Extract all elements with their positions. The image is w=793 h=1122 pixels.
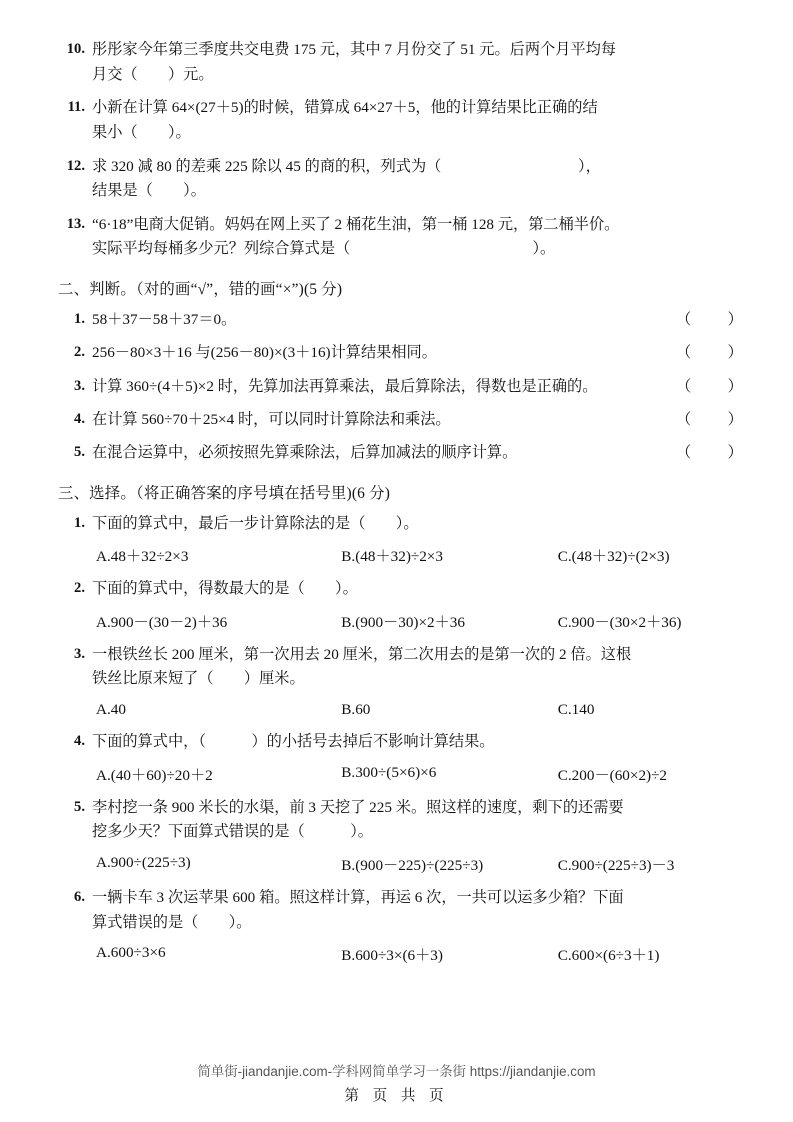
question-line-1: 下面的算式中，最后一步计算除法的是（ ）。 — [92, 514, 419, 532]
question-line-2: 结果是（ ）。 — [92, 182, 206, 200]
question-line-1: “6·18”电商大促销。妈妈在网上买了 2 桶花生油，第一桶 128 元，第二桶半价。 — [92, 215, 620, 233]
true-false-item-3 — [58, 375, 748, 399]
item-text: 58＋37－58＋37＝0。 — [92, 311, 237, 328]
fill-question-13 — [58, 213, 748, 262]
question-body — [92, 155, 748, 204]
question-body — [92, 643, 748, 692]
choice-question-2 — [58, 577, 748, 602]
question-line-2: 实际平均每桶多少元？列综合算式是（ ）。 — [92, 240, 556, 258]
watermark-text: 简单街-jiandanjie.com-学科网简单学习一条街 https://jiandanjie.com — [197, 1064, 596, 1079]
question-number: 1. — [74, 514, 85, 531]
question-number: 10. — [66, 41, 85, 57]
question-body — [92, 886, 748, 935]
section-heading-choice: 三、选择。（将正确答案的序号填在括号里)(6 分) — [58, 484, 391, 502]
choice-options-6 — [92, 944, 748, 965]
choice-options-5 — [92, 854, 748, 875]
fill-question-11 — [58, 96, 748, 145]
item-number: 2. — [74, 344, 85, 361]
question-line-2: 挖多少天？下面算式错误的是（ ）。 — [92, 823, 373, 841]
true-false-item-5 — [58, 441, 748, 465]
question-line-1: 彤彤家今年第三季度共交电费 175 元，其中 7 月份交了 51 元。后两个月平均每 — [92, 41, 616, 58]
option-b[interactable]: B.(900－30)×2＋36 — [341, 613, 465, 631]
question-body — [92, 577, 748, 602]
answer-bracket[interactable]: （ ） — [676, 377, 745, 395]
question-number: 6. — [74, 888, 85, 905]
answer-bracket[interactable]: （ ） — [676, 444, 745, 462]
question-line-2: 算式错误的是（ ）。 — [92, 913, 252, 931]
section-heading-true-false: 二、判断。（对的画“√”，错的画“×”)(5 分) — [58, 281, 343, 298]
answer-bracket[interactable]: （ ） — [676, 410, 745, 428]
fill-question-10 — [58, 38, 748, 87]
choice-options-4 — [92, 764, 748, 785]
item-text: 在计算 560÷70＋25×4 时，可以同时计算除法和乘法。 — [92, 410, 451, 428]
option-a[interactable]: A.900－(30－2)＋36 — [96, 613, 228, 631]
true-false-item-4 — [58, 408, 748, 432]
choice-options-1 — [92, 545, 748, 566]
option-c[interactable]: C.900－(30×2＋36) — [557, 613, 682, 631]
fill-question-12 — [58, 155, 748, 204]
item-number: 3. — [74, 377, 85, 394]
answer-bracket[interactable]: （ ） — [676, 344, 745, 362]
item-text: 在混合运算中，必须按照先算乘除法，后算加减法的顺序计算。 — [92, 444, 518, 462]
option-b[interactable]: B.300÷(5×6)×6 — [341, 763, 437, 781]
choice-question-4 — [58, 730, 748, 755]
question-body — [92, 213, 748, 262]
item-number: 5. — [74, 444, 85, 461]
page-number-label: 第 页 共 页 — [344, 1088, 449, 1104]
question-number: 5. — [74, 798, 85, 815]
option-b[interactable]: B.(48＋32)÷2×3 — [341, 548, 443, 566]
option-c[interactable]: C.200－(60×2)÷2 — [557, 766, 668, 784]
option-b[interactable]: B.600÷3×(6＋3) — [341, 947, 443, 965]
question-line-1: 下面的算式中，（ ）的小括号去掉后不影响计算结果。 — [92, 733, 495, 751]
question-number: 4. — [74, 733, 85, 750]
choice-question-5 — [58, 796, 748, 845]
answer-bracket[interactable]: （ ） — [676, 311, 745, 328]
option-c[interactable]: C.(48＋32)÷(2×3) — [557, 548, 670, 566]
question-number: 3. — [74, 645, 85, 662]
question-body — [92, 796, 748, 845]
question-body — [92, 38, 748, 87]
question-number: 2. — [74, 580, 85, 597]
item-text: 256－80×3＋16 与(256－80)×(3＋16)计算结果相同。 — [92, 344, 437, 362]
question-line-2: 铁丝比原来短了（ ）厘米。 — [92, 670, 305, 688]
option-a[interactable]: A.600÷3×6 — [96, 944, 166, 962]
option-a[interactable]: A.(40＋60)÷20＋2 — [96, 766, 213, 784]
item-number: 1. — [74, 311, 85, 327]
option-b[interactable]: B.(900－225)÷(225÷3) — [341, 856, 484, 874]
true-false-item-1 — [58, 308, 748, 332]
option-c[interactable]: C.140 — [557, 701, 595, 719]
question-line-2: 果小（ ）。 — [92, 123, 191, 141]
option-c[interactable]: C.600×(6÷3＋1) — [557, 947, 660, 965]
question-body — [92, 96, 748, 145]
page-content — [58, 38, 748, 976]
choice-options-2 — [92, 611, 748, 632]
option-a[interactable]: A.48＋32÷2×3 — [96, 548, 189, 566]
item-text: 计算 360÷(4＋5)×2 时，先算加法再算乘法，最后算除法，得数也是正确的。 — [92, 377, 598, 395]
option-a[interactable]: A.40 — [96, 701, 126, 719]
question-line-2: 月交（ ）元。 — [92, 65, 214, 83]
question-line-1: 李村挖一条 900 米长的水渠，前 3 天挖了 225 米。照这样的速度，剩下的还需要 — [92, 798, 624, 816]
true-false-item-2 — [58, 341, 748, 365]
question-line-1: 一根铁丝长 200 厘米，第一次用去 20 厘米，第二次用去的是第一次的 2 倍。这根 — [92, 645, 632, 663]
choice-question-6 — [58, 886, 748, 935]
question-number: 12. — [66, 157, 85, 174]
question-body — [92, 512, 748, 537]
question-line-1: 一辆卡车 3 次运苹果 600 箱。照这样计算，再运 6 次，一共可以运多少箱？下面 — [92, 888, 624, 906]
option-b[interactable]: B.60 — [341, 701, 371, 719]
option-a[interactable]: A.900÷(225÷3) — [96, 853, 191, 871]
choice-question-3 — [58, 643, 748, 692]
question-number: 11. — [67, 99, 85, 116]
item-number: 4. — [74, 410, 85, 427]
question-line-1: 小新在计算 64×(27＋5)的时候，错算成 64×27＋5，他的计算结果比正确的结 — [92, 99, 598, 117]
question-number: 13. — [66, 215, 85, 232]
choice-options-3 — [92, 701, 748, 719]
question-body — [92, 730, 748, 755]
option-c[interactable]: C.900÷(225÷3)－3 — [557, 856, 675, 874]
question-line-1: 下面的算式中，得数最大的是（ ）。 — [92, 580, 358, 598]
question-line-1: 求 320 减 80 的差乘 225 除以 45 的商的积，列式为（ ）， — [92, 157, 601, 175]
choice-question-1 — [58, 512, 748, 537]
